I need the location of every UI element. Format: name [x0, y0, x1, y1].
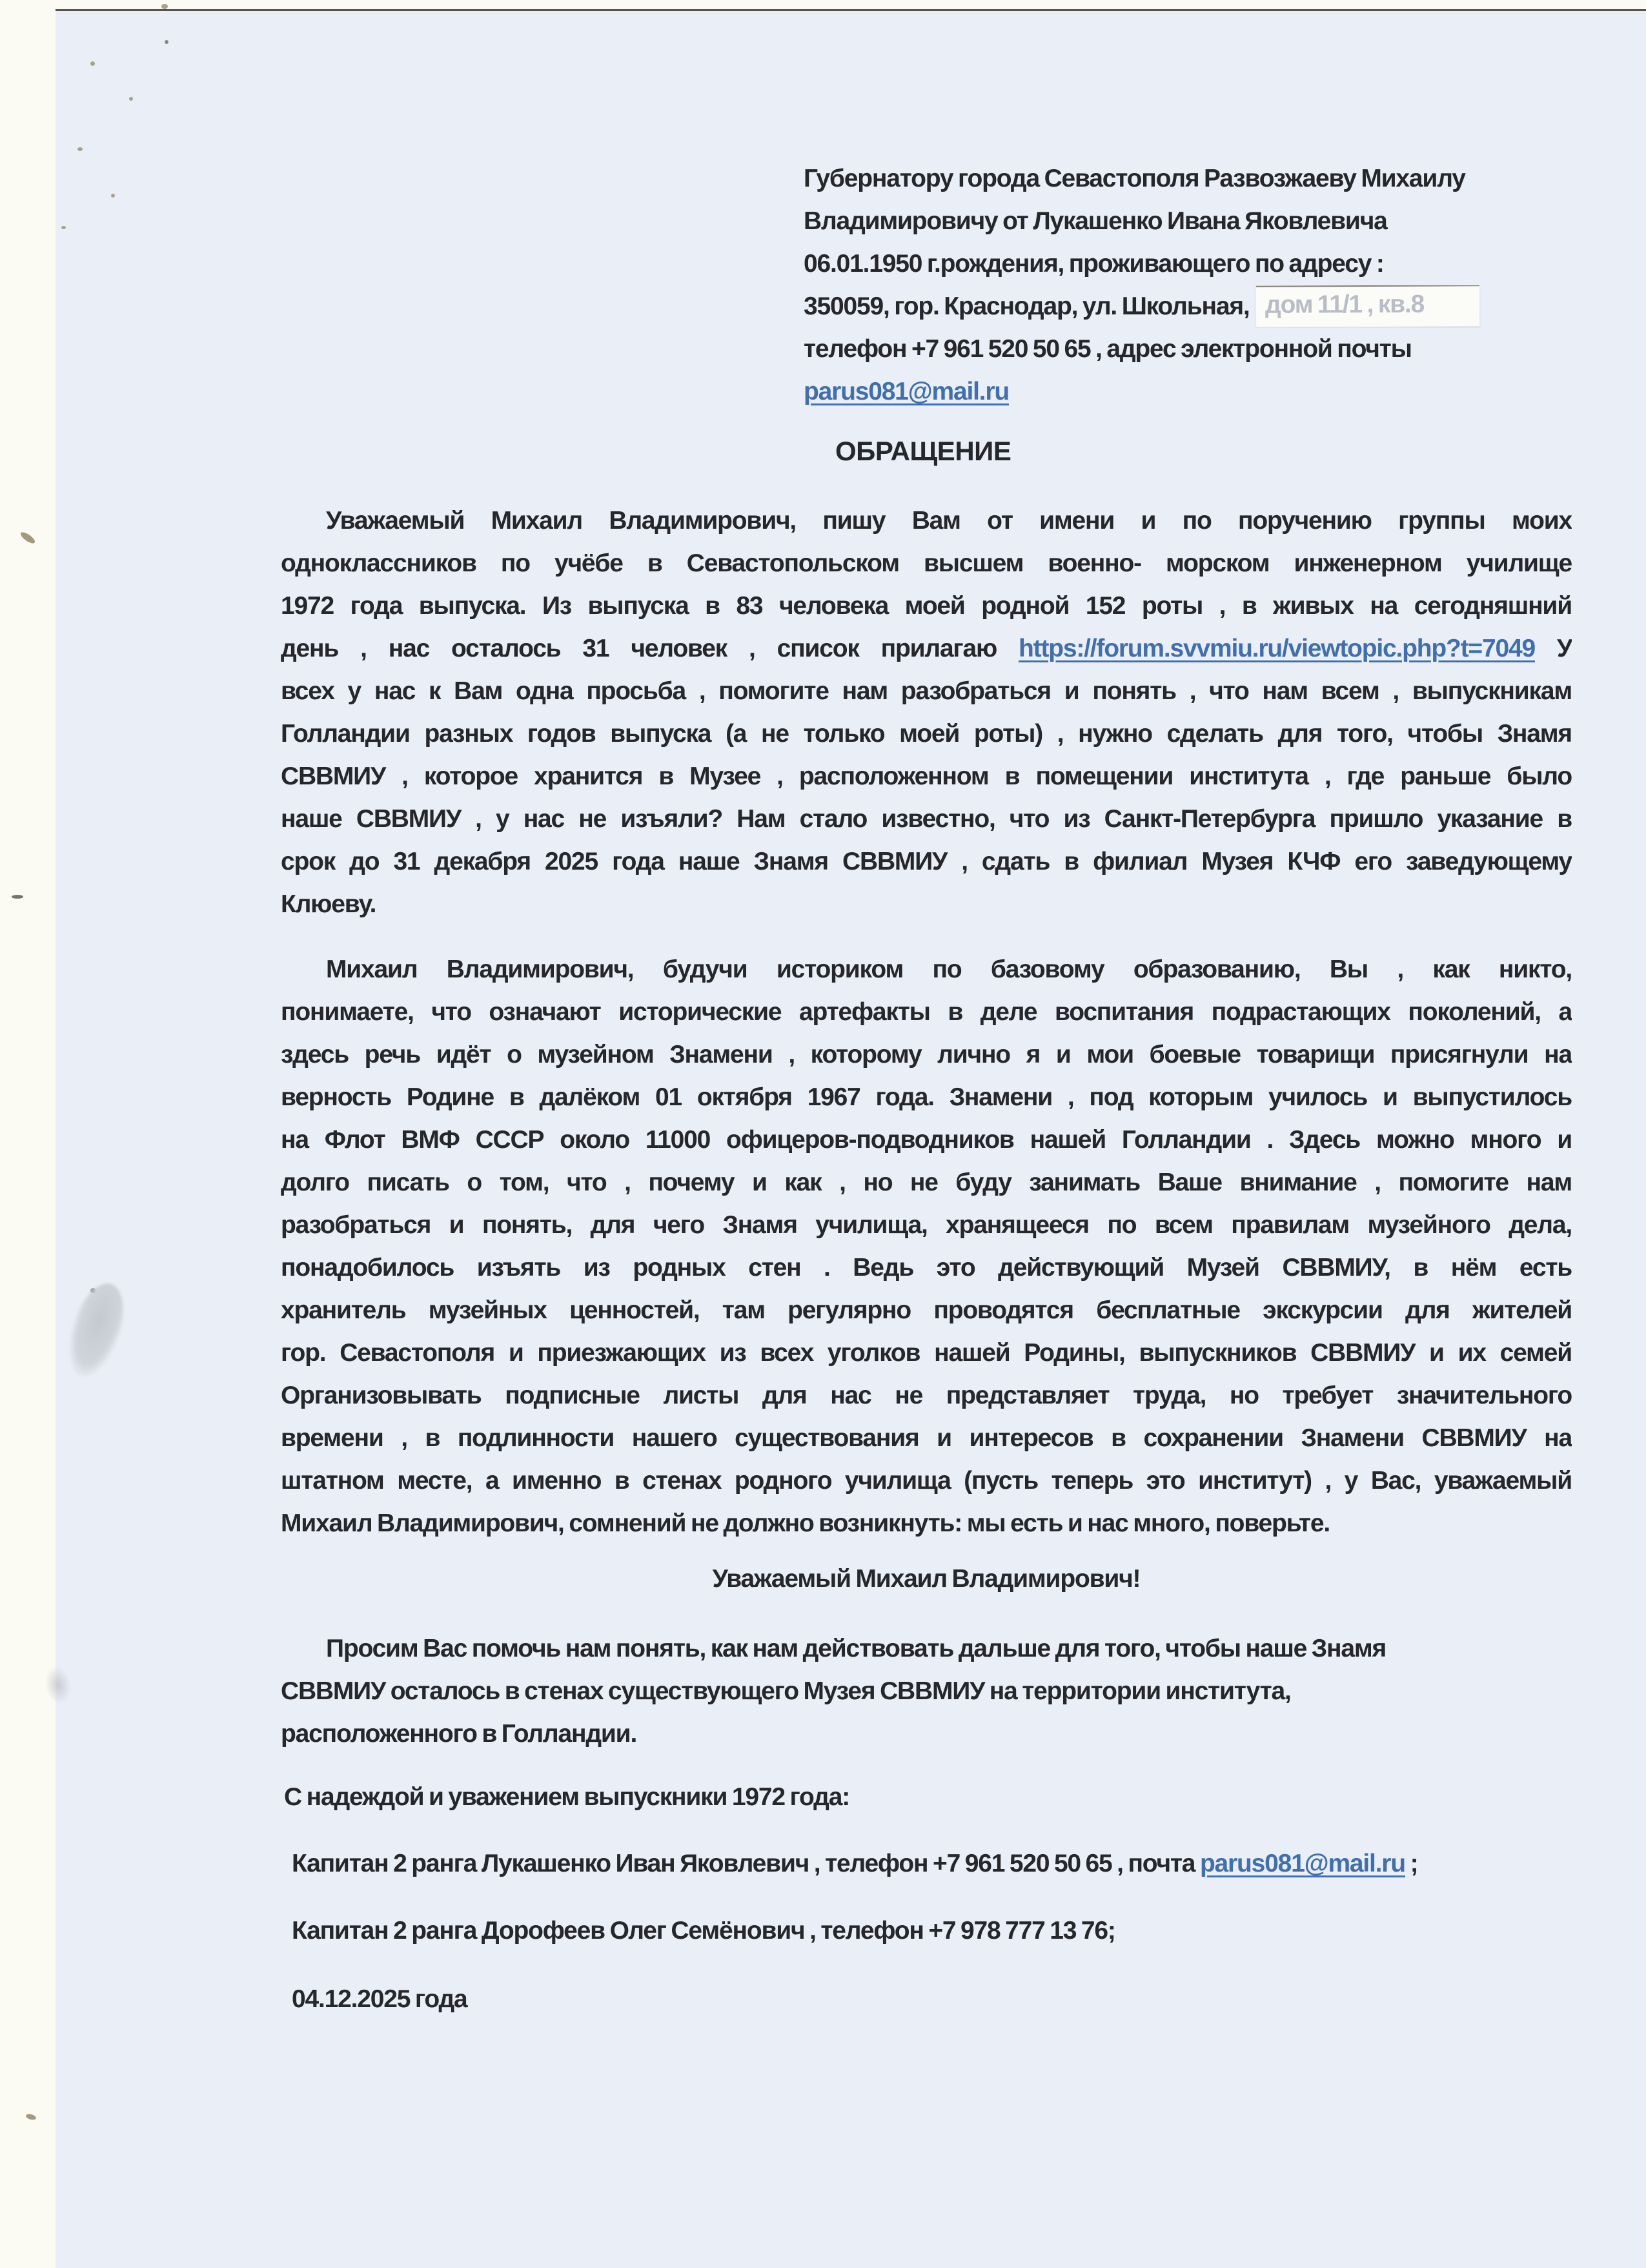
para2-line: гор. Севастополя и приезжающих из всех уголков нашей Родины, выпускников СВВМИУ и их семей — [281, 1339, 1572, 1367]
dust-speck — [165, 40, 168, 44]
para2-line: Михаил Владимирович, будучи историком по базовому образованию, Вы , как никто, — [326, 955, 1572, 983]
signature-1-suffix: ; — [1410, 1850, 1418, 1877]
para2-line: хранитель музейных ценностей, там регулярно проводятся бесплатные экскурсии для жителей — [281, 1296, 1572, 1324]
para3-line: расположенного в Голландии. — [281, 1720, 637, 1748]
header-line-email — [804, 371, 1552, 413]
para2-line: верность Родине в далёком 01 октября 1967 года. Знамени , под которым училось и выпустилось — [281, 1083, 1572, 1111]
dust-speck — [90, 61, 95, 66]
email-link[interactable]: parus081@mail.ru — [804, 378, 1009, 405]
para2-line: Михаил Владимирович, сомнений не должно возникнуть: мы есть и нас много, поверьте. — [281, 1509, 1330, 1537]
header-line: 06.01.1950 г.рождения, проживающего по адресу : — [804, 250, 1384, 278]
para1-line: Голландии разных годов выпуска (а не только моей роты) , нужно сделать для того, чтобы Знамя — [281, 720, 1572, 748]
para1-line: СВВМИУ , которое хранится в Музее , расположенном в помещении института , где раньше было — [281, 762, 1572, 790]
signature-1-text: Капитан 2 ранга Лукашенко Иван Яковлевич , телефон +7 961 520 50 65 , почта — [292, 1850, 1195, 1877]
dust-speck — [77, 147, 83, 151]
dust-speck — [129, 97, 133, 101]
dust-speck — [161, 4, 168, 9]
para1-line: Клюеву. — [281, 890, 376, 918]
para1-text: У — [1556, 635, 1572, 662]
address-text: 350059, гор. Краснодар, ул. Школьная, — [804, 292, 1250, 320]
header-line: Губернатору города Севастополя Развозжаеву Михаилу — [804, 165, 1465, 192]
para3-line: Просим Вас помочь нам понять, как нам действовать дальше для того, чтобы наше Знамя — [326, 1635, 1387, 1662]
para2-line: Организовывать подписные листы для нас не представляет труда, но требует значительного — [281, 1382, 1572, 1409]
para1-link-line — [281, 628, 1572, 670]
dust-speck — [111, 194, 115, 198]
para2-line: понадобилось изъять из родных стен . Ведь это действующий Музей СВВМИУ, в нём есть — [281, 1254, 1572, 1282]
para1-line: срок до 31 декабря 2025 года наше Знамя СВВМИУ , сдать в филиал Музея КЧФ его заведующему — [281, 848, 1572, 875]
dust-streak — [12, 895, 23, 899]
dust-streak — [19, 530, 36, 545]
paragraph-1 — [281, 500, 1572, 926]
para2-line: понимаете, что означают исторические артефакты в деле воспитания подрастающих поколений, а — [281, 998, 1572, 1026]
para1-line: всех у нас к Вам одна просьба , помогите нам разобраться и понять , что нам всем , выпускникам — [281, 677, 1572, 705]
signature-1 — [292, 1843, 1615, 1885]
document-title: ОБРАЩЕНИЕ — [835, 436, 1011, 466]
signature-2: Капитан 2 ранга Дорофеев Олег Семёнович , телефон +7 978 777 13 76; — [292, 1917, 1115, 1945]
para1-text: день , нас осталось 31 человек , список прилагаю — [281, 635, 997, 662]
para1-line: 1972 года выпуска. Из выпуска в 83 человека моей родной 152 роты , в живых на сегодняшний — [281, 592, 1572, 620]
paragraph-2 — [281, 948, 1572, 1545]
para1-line: одноклассников по учёбе в Севастопольском высшем военно- морском инженерном училище — [281, 549, 1572, 577]
salutation-heading: Уважаемый Михаил Владимирович! — [712, 1565, 1141, 1593]
header-line: телефон +7 961 520 50 65 , адрес электронной почты — [804, 335, 1412, 363]
para3-line: СВВМИУ осталось в стенах существующего Музея СВВМИУ на территории института, — [281, 1677, 1291, 1705]
document-date: 04.12.2025 года — [292, 1985, 467, 2013]
para2-line: времени , в подлинности нашего существования и интересов в сохранении Знамени СВВМИУ на — [281, 1424, 1572, 1452]
para2-line: долго писать о том, что , почему и как , но не буду занимать Ваше внимание , помогите нам — [281, 1169, 1572, 1196]
signoff-line: С надеждой и уважением выпускники 1972 года: — [284, 1783, 849, 1811]
para2-line: штатном месте, а именно в стенах родного училища (пусть теперь это институт) , у Вас, уважаемый — [281, 1467, 1572, 1495]
header-line-address — [804, 285, 1552, 328]
para2-line: на Флот ВМФ СССР около 11000 офицеров-подводников нашей Голландии . Здесь можно много и — [281, 1126, 1572, 1154]
header-line: Владимировичу от Лукашенко Ивана Яковлевича — [804, 207, 1387, 235]
dust-speck — [61, 226, 66, 229]
forum-link[interactable]: https://forum.svvmiu.ru/viewtopic.php?t=7049 — [1019, 635, 1535, 662]
para2-line: здесь речь идёт о музейном Знамени , которому лично я и мои боевые товарищи присягнули на — [281, 1041, 1572, 1068]
para2-line: разобраться и понять, для чего Знамя училища, хранящееся по всем правилам музейного дела, — [281, 1211, 1572, 1239]
para1-line: наше СВВМИУ , у нас не изъяли? Нам стало известно, что из Санкт-Петербурга пришло указание в — [281, 805, 1572, 833]
dust-streak — [25, 2113, 37, 2121]
redacted-address: дом 11/1 , кв.8 — [1255, 285, 1479, 328]
para1-line: Уважаемый Михаил Владимирович, пишу Вам от имени и по поручению группы моих — [326, 507, 1572, 535]
signature-email-link[interactable]: parus081@mail.ru — [1199, 1850, 1405, 1877]
recipient-header — [804, 158, 1552, 413]
paragraph-3 — [281, 1628, 1572, 1755]
